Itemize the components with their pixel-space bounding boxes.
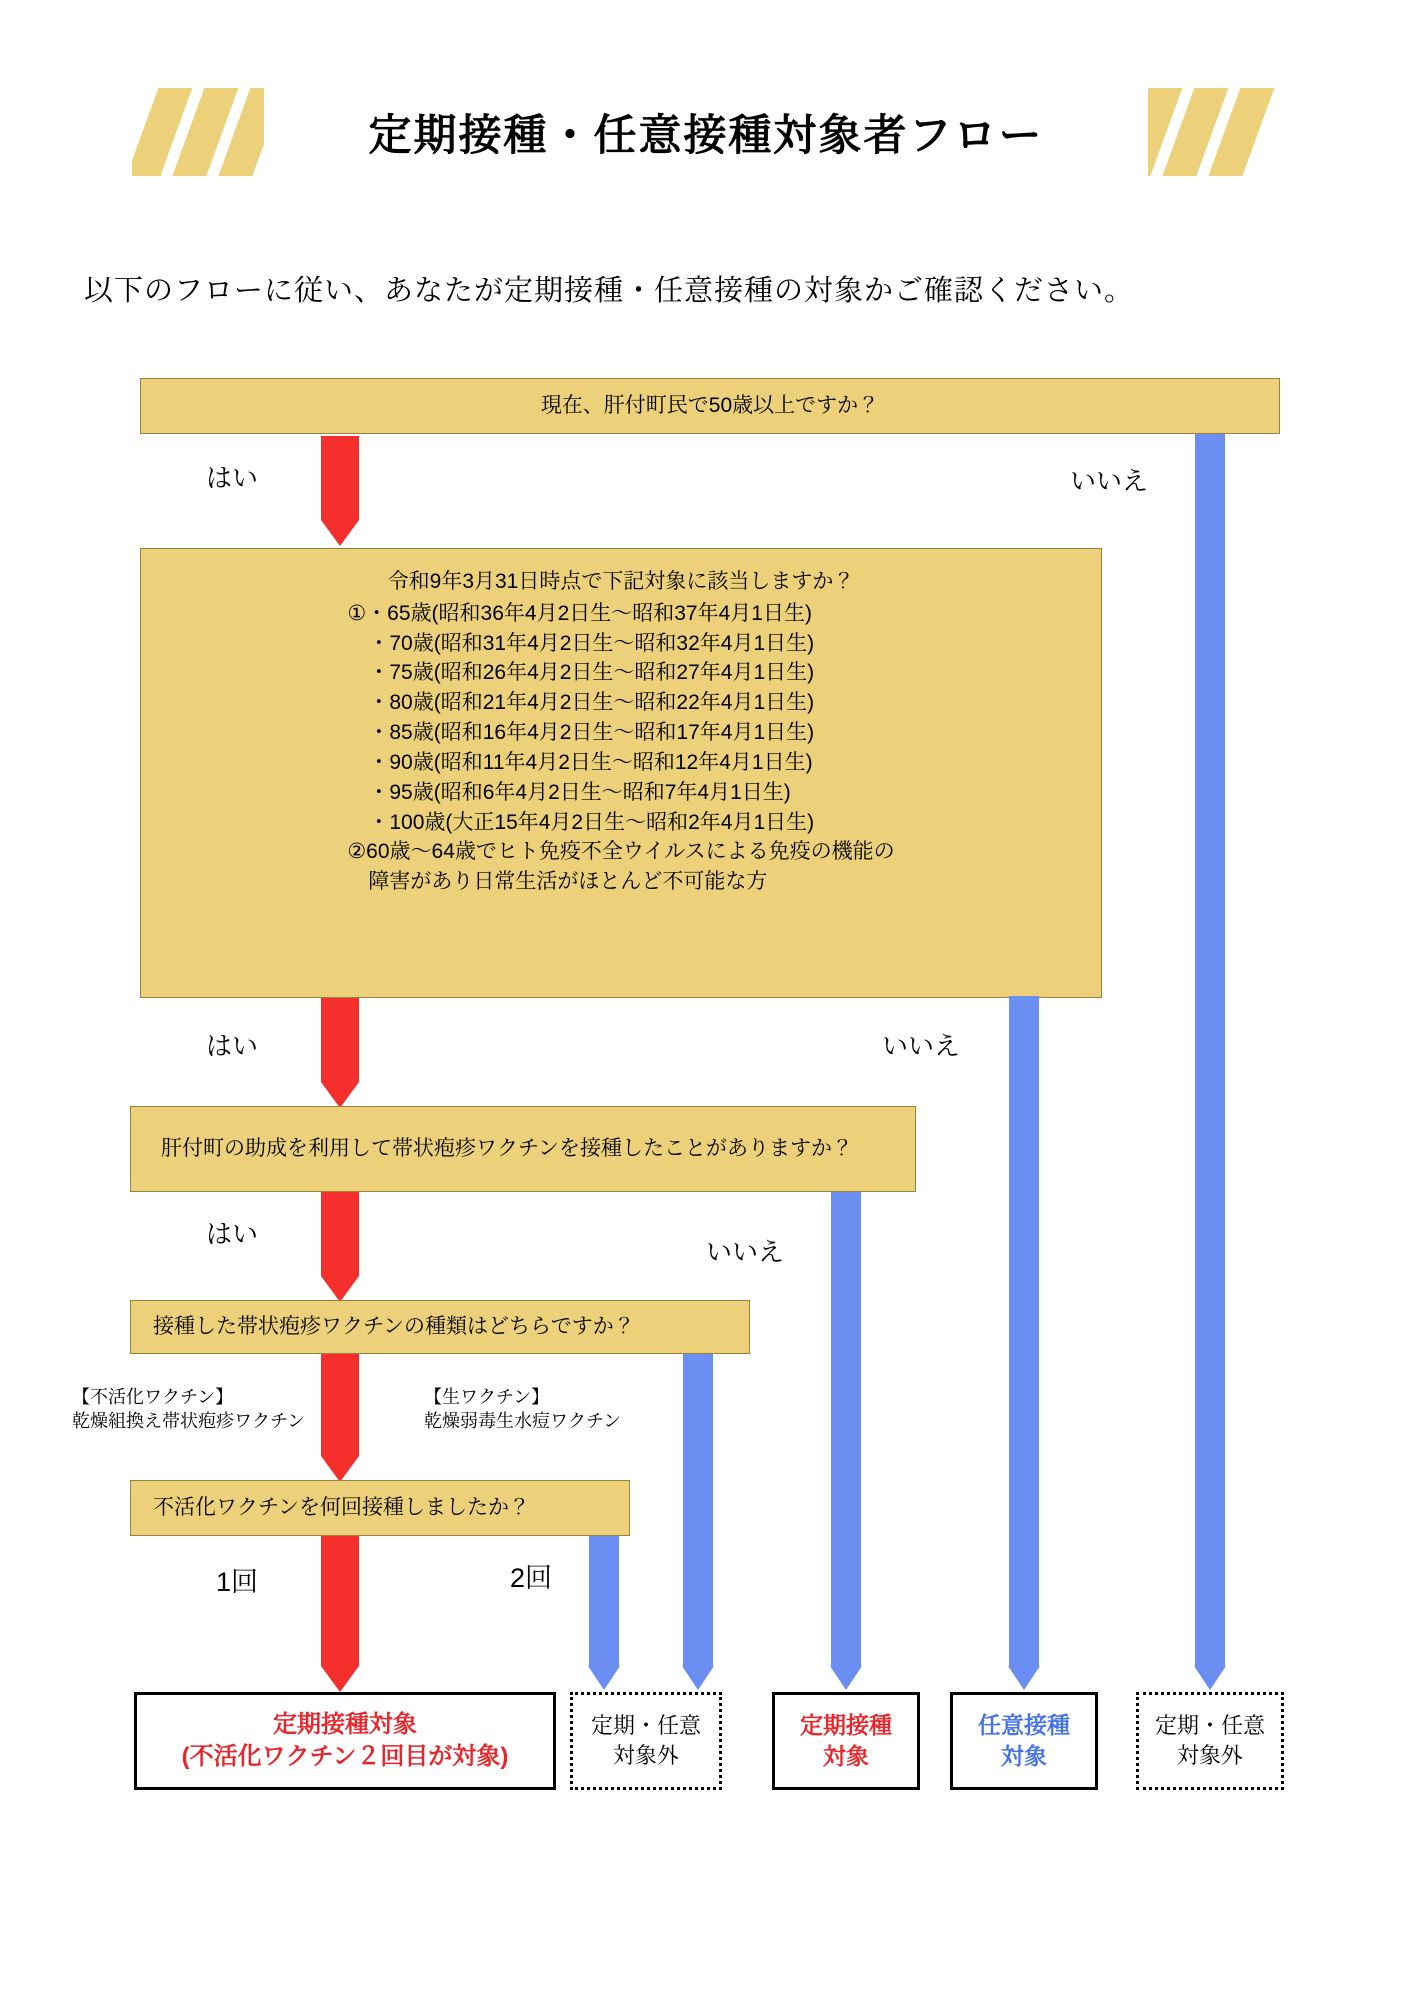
arrow-q3-no [831,1192,861,1690]
arrow-q2-yes [321,998,359,1110]
arrow-q1-yes [321,436,359,546]
result-line: 定期・任意 [590,1713,701,1739]
label-dose-once: 1回 [216,1567,259,1597]
arrow-q2-no [1009,996,1039,1690]
label-q1-yes: はい [206,463,259,493]
question-text-q1: 現在、肝付町民で50歳以上ですか？ [540,394,880,418]
label-q2-yes: はい [206,1031,259,1061]
arrow-q5-twice [589,1536,619,1690]
result-box-regular [772,1692,920,1790]
result-box-not-eligible-a [570,1692,722,1790]
result-line: 対象 [1001,1743,1047,1769]
arrow-q4-inactivated [321,1354,359,1482]
label-q2-no: いいえ [882,1031,961,1061]
q2-line: ①・65歳(昭和36年4月2日生～昭和37年4月1日生) [347,601,812,625]
label-dose-twice: 2回 [510,1563,553,1593]
question-box-age [140,378,1280,434]
result-line: (不活化ワクチン２回目が対象) [181,1743,509,1770]
result-line: 対象 [823,1743,869,1769]
q2-line: ・85歳(昭和16年4月2日生～昭和17年4月1日生) [347,721,815,745]
result-box-regular-inactivated [134,1692,556,1790]
q2-line: ・70歳(昭和31年4月2日生～昭和32年4月1日生) [347,631,815,655]
result-line: 定期・任意 [1154,1713,1265,1739]
title-banner [132,88,1280,176]
question-text-q2-head: 令和9年3月31日時点で下記対象に該当しますか？ [387,570,855,593]
result-box-not-eligible-b [1136,1692,1284,1790]
arrow-q1-no [1195,434,1225,1690]
result-line: 対象外 [1176,1743,1243,1768]
q2-line: ・90歳(昭和11年4月2日生～昭和12年4月1日生) [347,750,813,774]
arrow-q5-once [321,1536,359,1692]
label-q3-no: いいえ [706,1237,785,1267]
q2-line: ②60歳～64歳でヒト免疫不全ウイルスによる免疫の機能の [347,840,895,864]
question-text-q3: 肝付町の助成を利用して帯状疱疹ワクチンを接種したことがありますか？ [161,1137,853,1161]
intro-text: 以下のフローに従い、あなたが定期接種・任意接種の対象かご確認ください。 [84,275,1135,307]
question-q2-lines [347,599,894,897]
q2-line: ・80歳(昭和21年4月2日生～昭和22年4月1日生) [347,691,815,715]
result-box-voluntary [950,1692,1098,1790]
q2-line: ・95歳(昭和6年4月2日生～昭和7年4月1日生) [347,780,791,804]
q2-line: ・100歳(大正15年4月2日生～昭和2年4月1日生) [347,810,815,834]
label-live-vaccine: 【生ワクチン】 乾燥弱毒生水痘ワクチン [424,1387,622,1432]
question-box-vaccine-type [130,1300,750,1354]
question-text-q4: 接種した帯状疱疹ワクチンの種類はどちらですか？ [153,1315,635,1339]
result-line: 定期接種 [800,1711,892,1738]
question-box-dose-count [130,1480,630,1536]
question-box-previous-subsidy [130,1106,916,1192]
result-line: 任意接種 [978,1711,1070,1738]
q2-line: ・75歳(昭和26年4月2日生～昭和27年4月1日生) [347,661,815,685]
result-line: 対象外 [612,1743,679,1768]
arrow-q4-live [683,1354,713,1690]
page-title: 定期接種・任意接種対象者フロー [264,88,1148,176]
label-inactivated-vaccine: 【不活化ワクチン】 乾燥組換え帯状疱疹ワクチン [72,1387,306,1432]
result-line: 定期接種対象 [272,1710,417,1738]
label-q3-yes: はい [206,1219,259,1249]
question-box-eligible-age-list [140,548,1102,998]
arrow-q3-yes [321,1192,359,1302]
q2-line: 障害があり日常生活がほとんど不可能な方 [347,870,768,894]
question-text-q5: 不活化ワクチンを何回接種しましたか？ [153,1496,530,1520]
label-q1-no: いいえ [1070,466,1149,496]
